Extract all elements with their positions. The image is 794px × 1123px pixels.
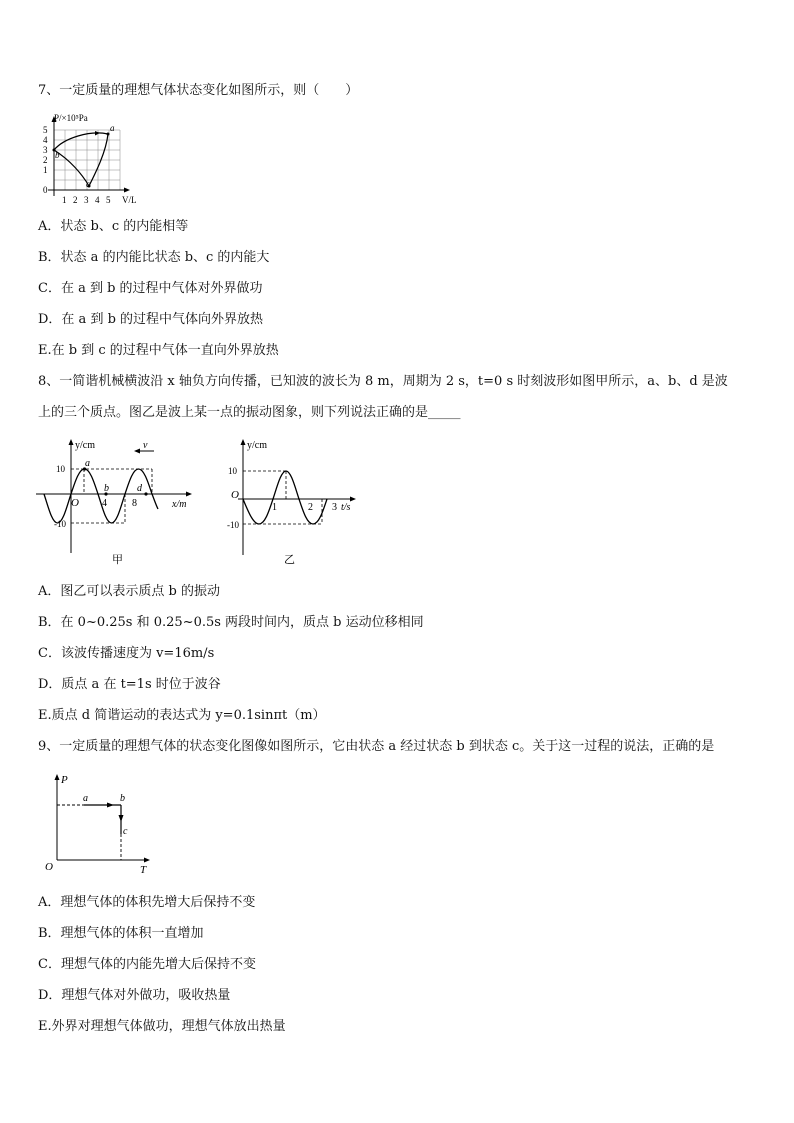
q7-y-tick: 5: [43, 125, 48, 135]
q8-wave-graph-jia: [30, 435, 205, 570]
q7-y-tick: 0: [43, 185, 48, 195]
q9-y-label: P: [61, 774, 68, 786]
q7-x-tick: 5: [106, 195, 111, 205]
q9-point-a: a: [83, 793, 88, 804]
q7-stem: 7、一定质量的理想气体状态变化如图所示，则（ ）: [38, 83, 359, 98]
q8-jia-caption: 甲: [112, 554, 123, 566]
q9-origin: O: [45, 861, 53, 873]
q7-option-d: D．在 a 到 b 的过程中气体向外界放热: [38, 312, 264, 327]
q7-y-tick: 2: [43, 155, 48, 165]
q7-option-e: E.在 b 到 c 的过程中气体一直向外界放热: [38, 343, 279, 358]
q8-jia-point-d: d: [137, 483, 142, 494]
q8-jia-x-label: x/m: [172, 499, 187, 510]
q8-yi-origin: O: [231, 489, 239, 501]
q8-jia-v-label: v: [143, 440, 148, 451]
q7-x-tick: 4: [95, 195, 100, 205]
q7-y-tick: 3: [43, 145, 48, 155]
q8-vibration-graph-yi: [226, 435, 376, 570]
q7-x-tick: 2: [73, 195, 78, 205]
q8-jia-point-b: b: [104, 483, 109, 494]
q7-x-tick: 1: [62, 195, 67, 205]
q9-x-label: T: [140, 864, 147, 875]
q8-option-a: A．图乙可以表示质点 b 的振动: [38, 584, 220, 599]
q8-jia-y-label: y/cm: [75, 440, 95, 451]
q7-y-tick: 1: [43, 165, 48, 175]
q8-jia-origin: O: [71, 497, 79, 509]
q8-jia-tick-10: 10: [56, 464, 65, 474]
q7-point-c: c: [86, 179, 90, 189]
q8-option-c: C．该波传播速度为 v=16m/s: [38, 646, 215, 661]
q7-option-a: A．状态 b、c 的内能相等: [38, 219, 189, 234]
q8-jia-point-a: a: [85, 458, 90, 469]
q7-x-axis-label: V/L: [122, 195, 137, 205]
q8-stem-line2: 上的三个质点。图乙是波上某一点的振动图象，则下列说法正确的是_____: [38, 405, 461, 420]
q8-yi-caption: 乙: [284, 554, 295, 566]
q7-option-b: B．状态 a 的内能比状态 b、c 的内能大: [38, 250, 270, 265]
q8-option-b: B．在 0~0.25s 和 0.25~0.5s 两段时间内，质点 b 运动位移相同: [38, 615, 424, 630]
q8-yi-t-1: 1: [272, 502, 277, 513]
q9-stem: 9、一定质量的理想气体的状态变化图像如图所示，它由状态 a 经过状态 b 到状态 c。关于这一过程的说法，正确的是: [38, 739, 715, 754]
q7-x-tick: 3: [84, 195, 89, 205]
q8-yi-tick-10: 10: [228, 466, 237, 476]
q7-option-c: C．在 a 到 b 的过程中气体对外界做功: [38, 281, 263, 296]
q7-point-b: b: [55, 150, 60, 160]
q9-option-c: C．理想气体的内能先增大后保持不变: [38, 957, 256, 972]
q7-pv-graph: [34, 112, 144, 208]
q9-pt-graph: [42, 770, 162, 875]
q9-option-a: A．理想气体的体积先增大后保持不变: [38, 895, 256, 910]
q9-option-b: B．理想气体的体积一直增加: [38, 926, 204, 941]
q8-yi-y-label: y/cm: [247, 440, 267, 451]
q7-point-a: a: [110, 123, 115, 133]
q9-option-e: E.外界对理想气体做功，理想气体放出热量: [38, 1019, 286, 1034]
q8-jia-x-4: 4: [102, 498, 107, 509]
q8-yi-x-label: t/s: [341, 502, 351, 513]
q8-yi-t-3: 3: [332, 502, 337, 513]
q8-stem-line1: 8、一简谐机械横波沿 x 轴负方向传播，已知波的波长为 8 m，周期为 2 s，t=0 s 时刻波形如图甲所示，a、b、d 是波: [38, 374, 728, 389]
q8-option-e: E.质点 d 简谐运动的表达式为 y=0.1sinπt（m）: [38, 708, 326, 723]
q9-option-d: D．理想气体对外做功，吸收热量: [38, 988, 231, 1003]
q7-y-axis-label: P/×10⁵Pa: [54, 113, 88, 123]
q9-point-b: b: [120, 793, 125, 804]
q7-y-tick: 4: [43, 135, 48, 145]
q8-jia-x-8: 8: [132, 498, 137, 509]
q9-point-c: c: [123, 826, 128, 837]
q8-yi-tick-m10: -10: [227, 520, 239, 530]
q8-jia-tick-m10: -10: [54, 519, 66, 529]
q8-option-d: D．质点 a 在 t=1s 时位于波谷: [38, 677, 221, 692]
q8-yi-t-2: 2: [308, 502, 313, 513]
